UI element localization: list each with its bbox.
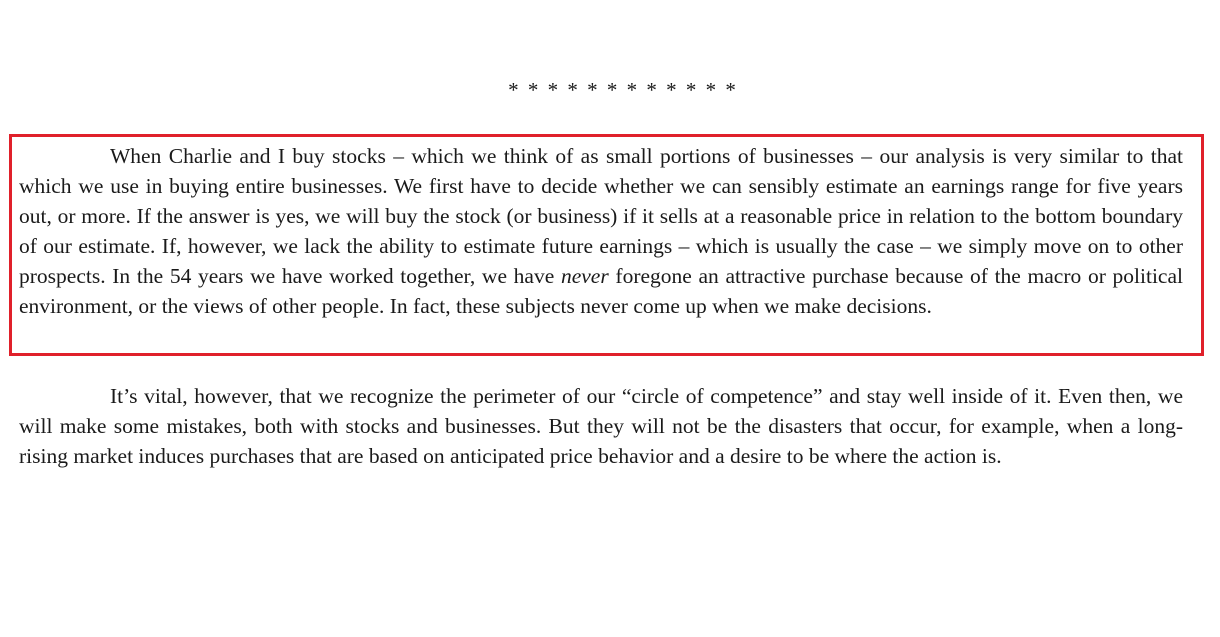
section-separator: * * * * * * * * * * * * — [508, 78, 738, 102]
highlighted-paragraph — [19, 141, 1183, 321]
paragraph-2-text: It’s vital, however, that we recognize the perimeter of our “circle of competence” and stay well inside of it. Even then, we will make some mistakes, both with stocks and businesses. But they will not be the disasters that occur, for example, when a long-rising market induces purchases that are based on anticipated price behavior and a desire to be where the action is. — [19, 384, 1183, 468]
paragraph-1-text-start: When Charlie and I buy stocks – which we think of as small portions of businesses – our analysis is very similar to that which we use in buying entire businesses. We first have to decide whether we can sensibly estimate an earnings range for five years out, or more. If the answer is yes, we will buy the stock (or business) if it sells at a reasonable price in relation to the bottom boundary of our estimate. If, however, we lack the ability to estimate future earnings – which is usually the case – we simply move on to other prospects. In the 54 years we have worked together, we have — [19, 144, 1183, 288]
circle-of-competence-paragraph — [19, 381, 1183, 471]
paragraph-1-emphasis: never — [560, 264, 609, 288]
paragraph-1-text-end: foregone an attractive purchase because of the macro or political environment, or the views of other people. In fact, these subjects never come up when we make decisions. — [19, 264, 1183, 318]
